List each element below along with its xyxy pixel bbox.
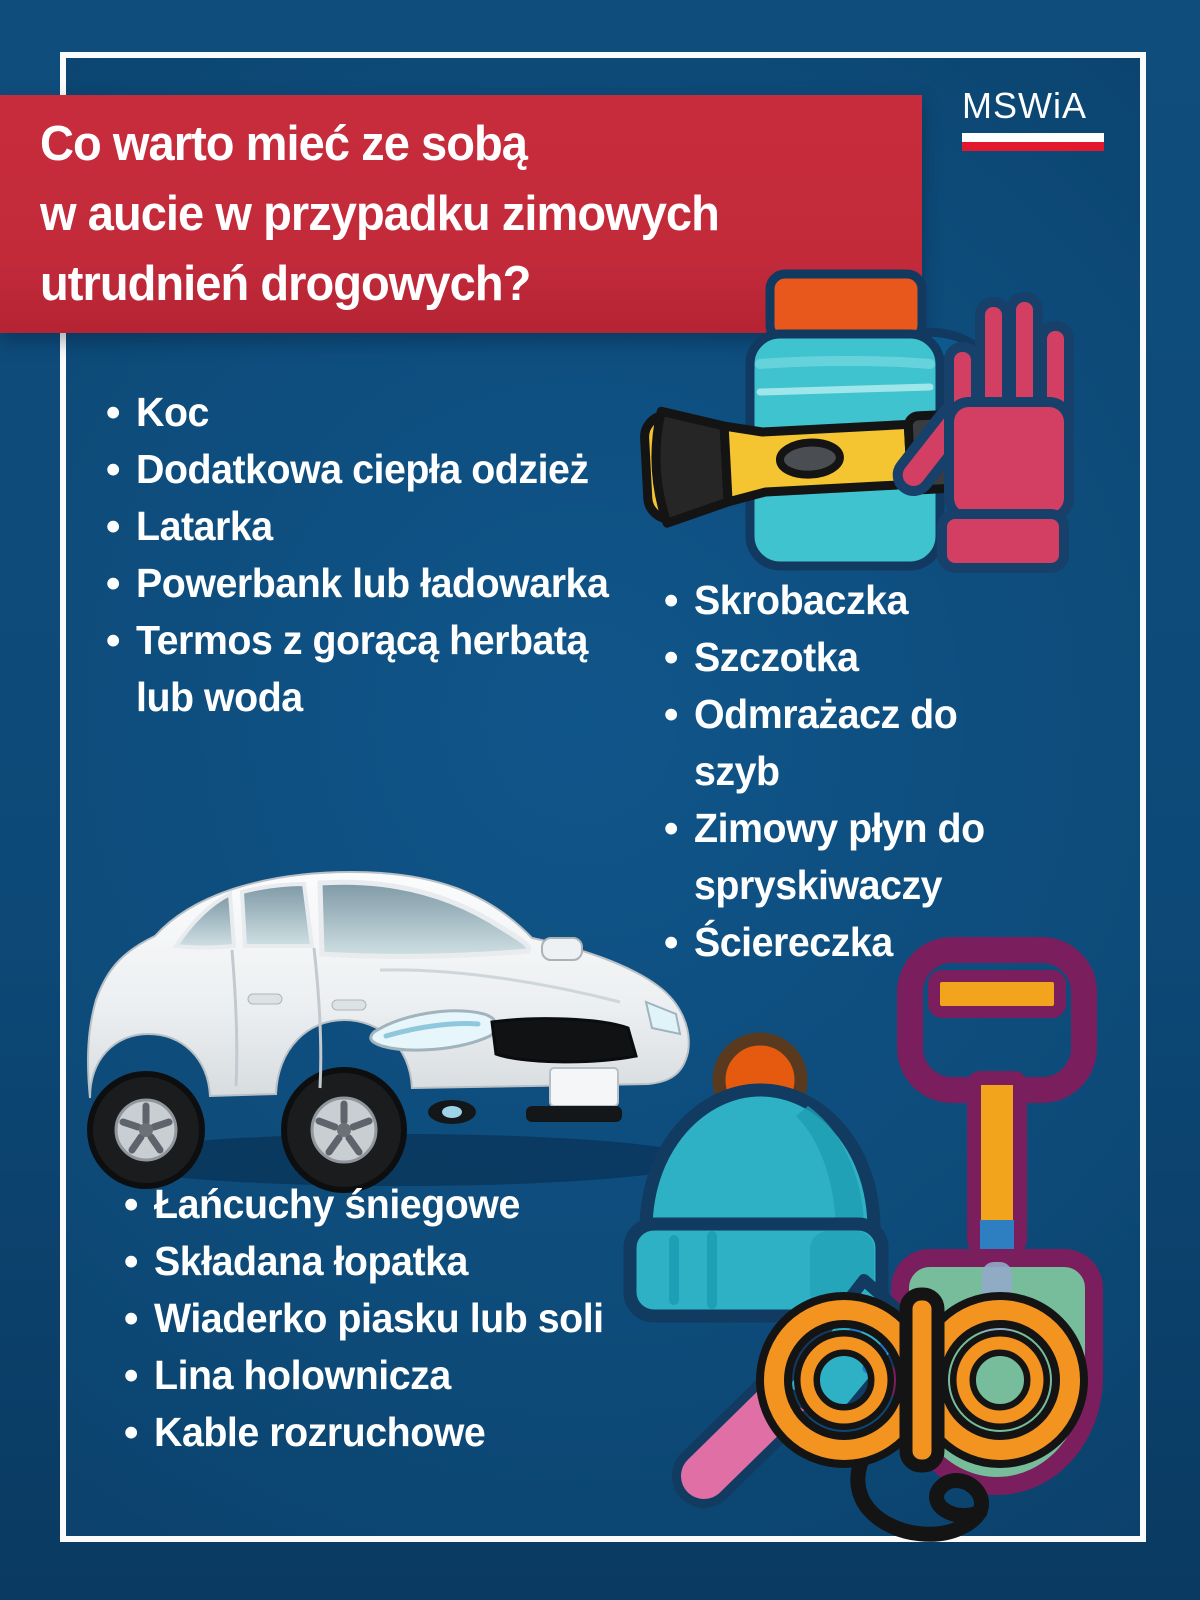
list-item-label: Powerbank lub ładowarka xyxy=(136,560,609,606)
poland-flag-bar xyxy=(962,133,1104,151)
list-item xyxy=(124,1233,689,1290)
car-front-wheel xyxy=(284,1070,404,1190)
bullet-dot: • xyxy=(664,919,678,965)
list-item-label: Latarka xyxy=(136,503,273,549)
list-item-label: Ściereczka xyxy=(694,919,893,965)
list-item-label: Odmrażacz do szyb xyxy=(694,691,958,794)
bullet-dot: • xyxy=(124,1295,138,1341)
flag-red-stripe xyxy=(962,142,1104,151)
list-item-label: Wiaderko piasku lub soli xyxy=(154,1295,604,1341)
bullet-dot: • xyxy=(124,1409,138,1455)
bullet-dot: • xyxy=(106,446,120,492)
list-windshield-care xyxy=(664,572,1064,971)
mswia-logo-text: MSWiA xyxy=(962,85,1087,126)
list-item xyxy=(106,498,651,555)
list-item xyxy=(106,384,651,441)
list-item-label: Lina holownicza xyxy=(154,1352,451,1398)
list-snow-equipment xyxy=(124,1176,689,1461)
bullet-dot: • xyxy=(664,691,678,737)
poster-title-line-2: w aucie w przypadku zimowych xyxy=(40,187,719,241)
poster-title-line-3: utrudnień drogowych? xyxy=(40,257,531,311)
winter-kit-illustration xyxy=(612,252,1097,577)
list-item xyxy=(664,800,1064,914)
list-item xyxy=(106,612,651,726)
list-item-label: Skrobaczka xyxy=(694,577,908,623)
car-side-mirror xyxy=(542,938,582,960)
list-item xyxy=(664,629,1064,686)
car-side-window xyxy=(242,884,312,946)
list-item-label: Szczotka xyxy=(694,634,859,680)
list-item xyxy=(124,1347,689,1404)
bullet-dot: • xyxy=(664,634,678,680)
bullet-dot: • xyxy=(106,389,120,435)
car-door-handle xyxy=(332,1000,366,1010)
list-item xyxy=(124,1176,689,1233)
bullet-dot: • xyxy=(664,577,678,623)
car-lower-grille xyxy=(526,1106,622,1122)
car-license-plate xyxy=(550,1068,618,1106)
car-door-handle xyxy=(248,994,282,1004)
list-item-label: Kable rozruchowe xyxy=(154,1409,486,1455)
list-item xyxy=(664,686,1064,800)
bullet-dot: • xyxy=(124,1181,138,1227)
car-rear-wheel xyxy=(90,1074,202,1186)
list-item-label: Składana łopatka xyxy=(154,1238,468,1284)
list-essentials xyxy=(106,384,651,726)
list-item-label: Zimowy płyn do spryskiwaczy xyxy=(694,805,985,908)
bullet-dot: • xyxy=(106,503,120,549)
bullet-dot: • xyxy=(106,617,120,663)
list-item xyxy=(664,572,1064,629)
list-item xyxy=(124,1404,689,1461)
poster-title-line-1: Co warto mieć ze sobą xyxy=(40,117,527,171)
flag-white-stripe xyxy=(962,133,1104,142)
list-item xyxy=(124,1290,689,1347)
list-item xyxy=(106,441,651,498)
tow-rope-icon xyxy=(774,1294,1070,1534)
bullet-dot: • xyxy=(124,1238,138,1284)
bullet-dot: • xyxy=(106,560,120,606)
mswia-logo xyxy=(962,86,1108,151)
list-item-label: Termos z gorącą herbatą lub woda xyxy=(136,617,588,720)
car-fog-light-glow xyxy=(442,1106,462,1118)
list-item-label: Dodatkowa ciepła odzież xyxy=(136,446,589,492)
bullet-dot: • xyxy=(664,805,678,851)
list-item xyxy=(106,555,651,612)
list-item-label: Koc xyxy=(136,389,209,435)
list-item-label: Łańcuchy śniegowe xyxy=(154,1181,520,1227)
list-item xyxy=(664,914,1064,971)
bullet-dot: • xyxy=(124,1352,138,1398)
